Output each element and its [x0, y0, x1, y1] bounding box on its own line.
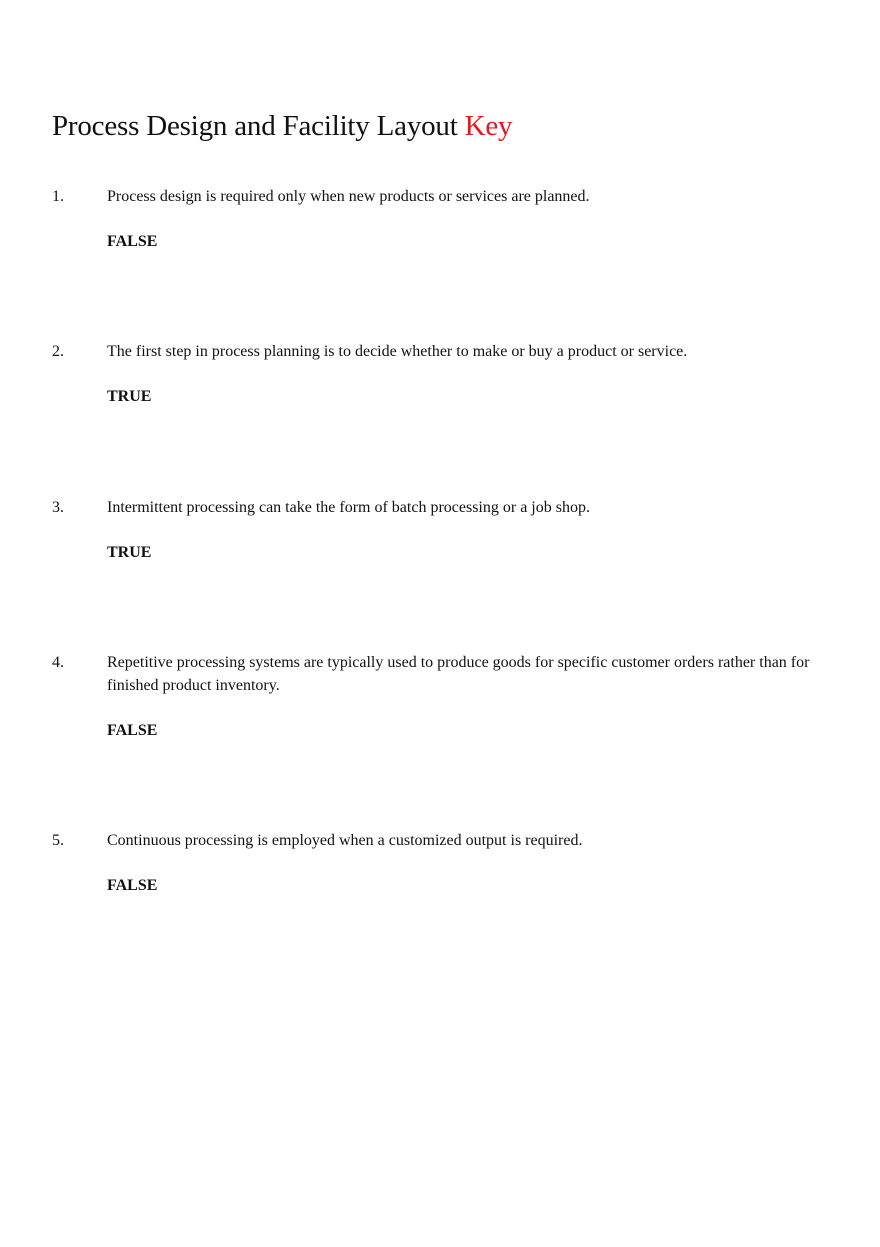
question-text: Process design is required only when new products or services are planned.: [107, 188, 590, 205]
question-number: 5.: [52, 832, 64, 849]
question-answer: FALSE: [107, 877, 158, 894]
question-number: 1.: [52, 188, 64, 205]
question-answer: TRUE: [107, 544, 152, 561]
question-number: 4.: [52, 654, 64, 671]
question-text: The first step in process planning is to decide whether to make or buy a product or service.: [107, 343, 688, 360]
question-text: Continuous processing is employed when a customized output is required.: [107, 832, 583, 849]
question-text: Repetitive processing systems are typically used to produce goods for specific customer orders rather than for finished product inventory.: [107, 654, 810, 694]
page-title: [52, 108, 512, 144]
question-answer: TRUE: [107, 388, 152, 405]
page-title-key: Key: [464, 110, 513, 142]
question-text: Intermittent processing can take the form of batch processing or a job shop.: [107, 499, 590, 516]
question-number: 2.: [52, 343, 64, 360]
question-answer: FALSE: [107, 722, 158, 739]
question-answer: FALSE: [107, 233, 158, 250]
page-title-main: Process Design and Facility Layout: [52, 110, 458, 142]
question-number: 3.: [52, 499, 64, 516]
